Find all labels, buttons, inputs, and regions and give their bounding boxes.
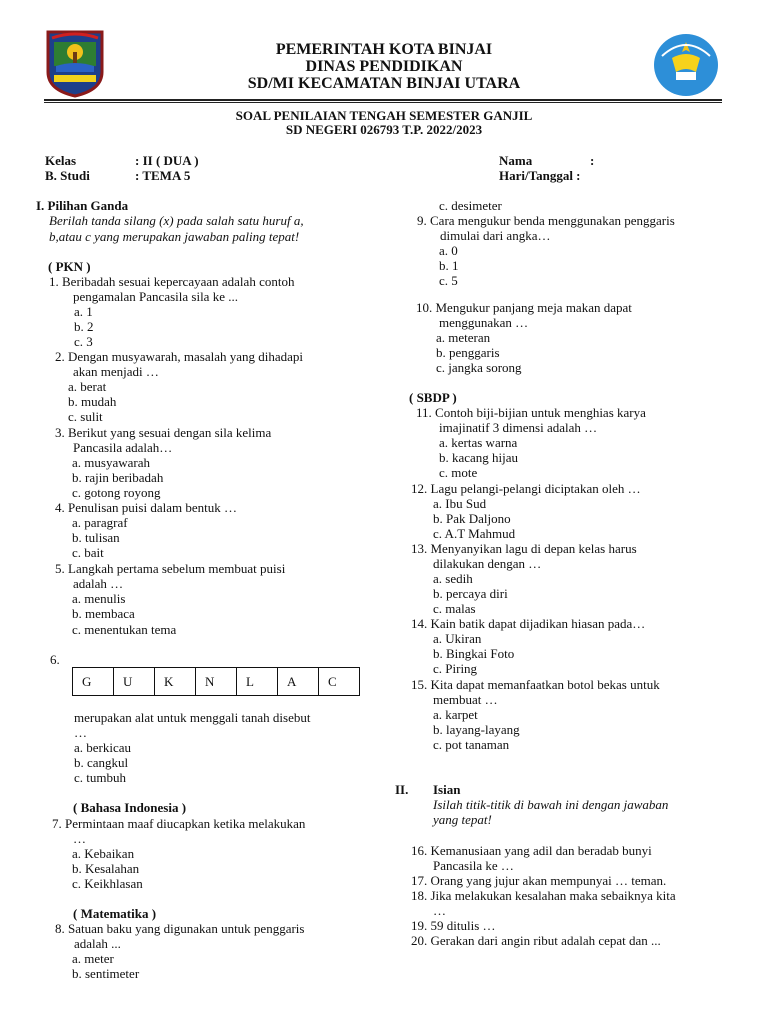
q10-option-c: c. jangka sorong [436, 360, 522, 375]
q6-line-1: merupakan alat untuk menggali tanah disebut [74, 710, 311, 725]
q12-option-b: b. Pak Daljono [433, 511, 511, 526]
kelas-value: : II ( DUA ) [135, 153, 199, 168]
q19: 19. 59 ditulis … [411, 918, 496, 933]
q5-option-c: c. menentukan tema [72, 622, 177, 637]
letter-cell: U [114, 668, 155, 695]
q15-option-b: b. layang-layang [433, 722, 520, 737]
q8-line-2: adalah ... [74, 936, 121, 951]
q18-line-1: 18. Jika melakukan kesalahan maka sebaiknya kita [411, 888, 676, 903]
q12-line-1: 12. Lagu pelangi-pelangi diciptakan oleh … [411, 481, 641, 496]
q3-option-c: c. gotong royong [72, 485, 161, 500]
q8-option-c: c. desimeter [439, 198, 502, 213]
section-2-number: II. [395, 782, 409, 797]
q15-option-c: c. pot tanaman [433, 737, 510, 752]
header-divider-thin [44, 102, 722, 103]
q2-option-b: b. mudah [68, 394, 117, 409]
q8-option-a: a. meter [72, 951, 114, 966]
q7-option-c: c. Keikhlasan [72, 876, 143, 891]
q3-option-b: b. rajin beribadah [72, 470, 164, 485]
section-2-heading: Isian [433, 782, 461, 797]
q6-option-b: b. cangkul [74, 755, 129, 770]
q1-option-b: b. 2 [74, 319, 94, 334]
q5-option-b: b. membaca [72, 606, 135, 621]
q6-option-a: a. berkicau [74, 740, 132, 755]
section-1-instruction-1: Berilah tanda silang (x) pada salah satu huruf a, [49, 213, 304, 228]
q4-line-1: 4. Penulisan puisi dalam bentuk … [55, 500, 237, 515]
hari-tanggal-label: Hari/Tanggal : [499, 168, 581, 183]
q5-option-a: a. menulis [72, 591, 126, 606]
letter-cell: A [278, 668, 319, 695]
nama-label: Nama [499, 153, 533, 168]
q2-line-2: akan menjadi … [73, 364, 159, 379]
q13-option-c: c. malas [433, 601, 476, 616]
sbdp-heading: ( SBDP ) [409, 390, 457, 405]
q1-option-c: c. 3 [74, 334, 93, 349]
q10-line-2: menggunakan … [439, 315, 529, 330]
exam-title: SOAL PENILAIAN TENGAH SEMESTER GANJIL [235, 108, 533, 123]
q2-line-1: 2. Dengan musyawarah, masalah yang dihadapi [55, 349, 304, 364]
studi-value: : TEMA 5 [135, 168, 191, 183]
q10-option-b: b. penggaris [436, 345, 500, 360]
kelas-label: Kelas [45, 153, 77, 168]
q14-option-a: a. Ukiran [433, 631, 482, 646]
q9-line-2: dimulai dari angka… [440, 228, 551, 243]
q13-line-1: 13. Menyanyikan lagu di depan kelas harus [411, 541, 637, 556]
matematika-heading: ( Matematika ) [73, 906, 157, 921]
letter-cell: N [196, 668, 237, 695]
q13-option-b: b. percaya diri [433, 586, 508, 601]
q7-line-2: … [73, 831, 86, 846]
header-divider-thick [44, 99, 722, 101]
exam-school: SD NEGERI 026793 T.P. 2022/2023 [285, 122, 483, 137]
q12-option-c: c. A.T Mahmud [433, 526, 516, 541]
q3-line-2: Pancasila adalah… [73, 440, 173, 455]
q9-option-b: b. 1 [439, 258, 459, 273]
q18-line-2: … [433, 903, 446, 918]
q7-option-a: a. Kebaikan [72, 846, 135, 861]
letter-cell: G [73, 668, 114, 695]
q11-line-1: 11. Contoh biji-bijian untuk menghias karya [416, 405, 646, 420]
q12-option-a: a. Ibu Sud [433, 496, 487, 511]
q15-line-1: 15. Kita dapat memanfaatkan botol bekas untuk [411, 677, 660, 692]
letterhead-line-2: DINAS PENDIDIKAN [305, 58, 463, 75]
q20: 20. Gerakan dari angin ribut adalah cepat dan ... [411, 933, 661, 948]
q11-option-c: c. mote [439, 465, 478, 480]
q6-number: 6. [50, 652, 60, 667]
q4-option-b: b. tulisan [72, 530, 120, 545]
q11-line-2: imajinatif 3 dimensi adalah … [439, 420, 598, 435]
q5-line-2: adalah … [73, 576, 124, 591]
q6-line-2: … [74, 725, 87, 740]
q4-option-a: a. paragraf [72, 515, 128, 530]
q13-line-2: dilakukan dengan … [433, 556, 542, 571]
q14-line-1: 14. Kain batik dapat dijadikan hiasan pada… [411, 616, 646, 631]
q11-option-b: b. kacang hijau [439, 450, 519, 465]
q4-option-c: c. bait [72, 545, 104, 560]
q9-option-c: c. 5 [439, 273, 458, 288]
q16-line-2: Pancasila ke … [433, 858, 514, 873]
q15-option-a: a. karpet [433, 707, 478, 722]
q7-option-b: b. Kesalahan [72, 861, 140, 876]
q11-option-a: a. kertas warna [439, 435, 518, 450]
q1-option-a: a. 1 [74, 304, 93, 319]
letterhead-line-3: SD/MI KECAMATAN BINJAI UTARA [247, 75, 521, 92]
q8-option-b: b. sentimeter [72, 966, 140, 981]
q3-option-a: a. musyawarah [72, 455, 150, 470]
q2-option-a: a. berat [68, 379, 107, 394]
section-2-instruction-2: yang tepat! [433, 812, 492, 827]
q6-option-c: c. tumbuh [74, 770, 126, 785]
q7-line-1: 7. Permintaan maaf diucapkan ketika melakukan [52, 816, 306, 831]
studi-label: B. Studi [45, 168, 90, 183]
q2-option-c: c. sulit [68, 409, 103, 424]
q9-option-a: a. 0 [439, 243, 458, 258]
q1-line-2: pengamalan Pancasila sila ke ... [73, 289, 238, 304]
q16-line-1: 16. Kemanusiaan yang adil dan beradab bunyi [411, 843, 652, 858]
q1-line-1: 1. Beribadah sesuai kepercayaan adalah contoh [49, 274, 295, 289]
nama-colon: : [590, 153, 595, 168]
letter-cell: K [155, 668, 196, 695]
q17: 17. Orang yang jujur akan mempunyai … teman. [411, 873, 667, 888]
q5-line-1: 5. Langkah pertama sebelum membuat puisi [55, 561, 286, 576]
bahasa-indonesia-heading: ( Bahasa Indonesia ) [73, 800, 187, 815]
q10-line-1: 10. Mengukur panjang meja makan dapat [416, 300, 632, 315]
q3-line-1: 3. Berikut yang sesuai dengan sila kelima [55, 425, 272, 440]
letter-cell: C [328, 674, 337, 689]
pkn-heading: ( PKN ) [48, 259, 91, 274]
q8-line-1: 8. Satuan baku yang digunakan untuk penggaris [55, 921, 305, 936]
letter-cell: L [237, 668, 278, 695]
q10-option-a: a. meteran [436, 330, 491, 345]
q9-line-1: 9. Cara mengukur benda menggunakan penggaris [417, 213, 675, 228]
section-1-instruction-2: b,atau c yang merupakan jawaban paling tepat! [49, 229, 300, 244]
letter-grid [72, 667, 360, 696]
section-1-heading: I. Pilihan Ganda [36, 198, 129, 213]
q14-option-c: c. Piring [433, 661, 478, 676]
q15-line-2: membuat … [433, 692, 498, 707]
letterhead-line-1: PEMERINTAH KOTA BINJAI [275, 41, 493, 58]
section-2-instruction-1: Isilah titik-titik di bawah ini dengan jawaban [433, 797, 669, 812]
q14-option-b: b. Bingkai Foto [433, 646, 515, 661]
q13-option-a: a. sedih [433, 571, 473, 586]
